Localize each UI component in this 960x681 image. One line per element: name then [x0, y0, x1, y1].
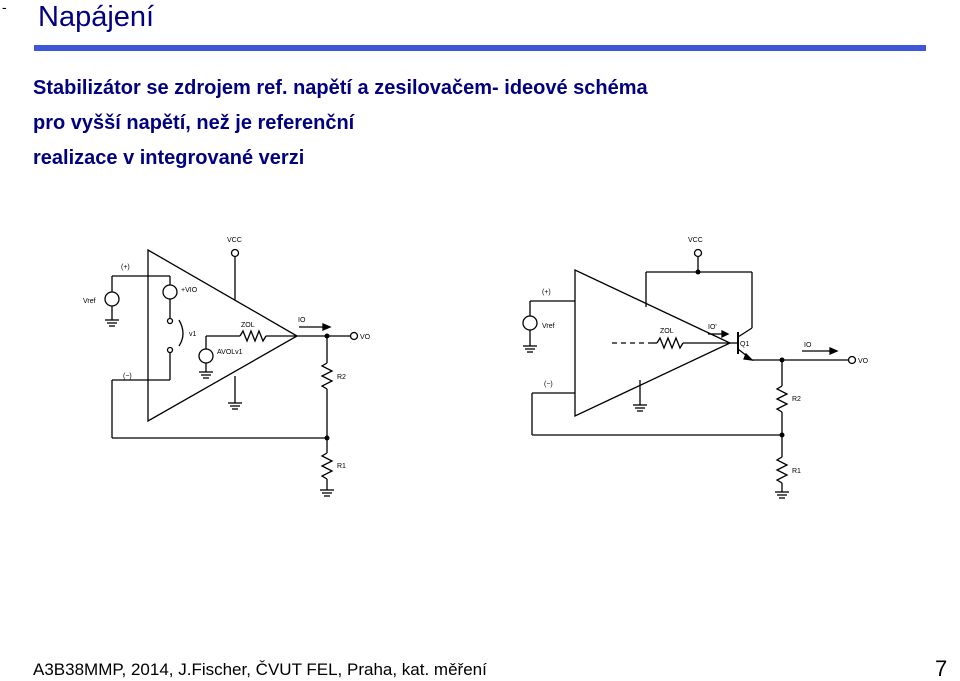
v1-label: v1 [189, 331, 197, 338]
slide-marker: - [2, 0, 7, 15]
r1-label: R1 [792, 468, 801, 475]
minus-input-label: (−) [544, 381, 553, 388]
avol-label: AVOLv1 [217, 349, 243, 356]
r2-resistor [322, 363, 332, 389]
vcc-label: VCC [688, 237, 703, 244]
slide-footer: A3B38MMP, 2014, J.Fischer, ČVUT FEL, Praha, kat. měření [33, 660, 487, 679]
vcc-label: VCC [227, 237, 242, 244]
io-label: IO [298, 317, 306, 324]
zol-label: ZOL [660, 328, 674, 335]
vref-label: Vref [542, 323, 555, 330]
vref-label: Vref [83, 298, 96, 305]
zol-label: ZOL [241, 322, 255, 329]
r1-resistor [322, 453, 332, 479]
vo-label: VO [360, 334, 371, 341]
body-line-2: pro vyšší napětí, než je referenční [33, 112, 355, 134]
vref-source-symbol [523, 316, 537, 330]
r2-resistor [777, 386, 787, 412]
integrated-regulator-schematic [512, 230, 884, 515]
body-line-3: realizace v integrované verzi [33, 147, 305, 169]
avol-source-symbol [199, 349, 213, 363]
r2-label: R2 [337, 374, 346, 381]
vio-source-symbol [163, 285, 177, 299]
r1-label: R1 [337, 463, 346, 470]
vio-label: +VIO [181, 287, 198, 294]
zol-resistor [657, 338, 683, 348]
minus-input-label: (−) [123, 373, 132, 380]
page-number: 7 [935, 656, 948, 681]
slide-title: Napájení [38, 1, 155, 33]
io-label: IO [804, 342, 812, 349]
r1-resistor [777, 457, 787, 483]
plus-input-label: (+) [542, 289, 551, 296]
plus-input-label: (+) [121, 264, 130, 271]
zol-resistor [240, 331, 266, 341]
io-prime-label: IO' [708, 324, 717, 331]
vo-label: VO [858, 358, 869, 365]
body-line-1: Stabilizátor se zdrojem ref. napětí a zesilovačem- ideové schéma [33, 77, 648, 99]
vref-source-symbol [105, 292, 119, 306]
r2-label: R2 [792, 396, 801, 403]
title-underline [34, 45, 926, 51]
q1-label: Q1 [740, 341, 750, 348]
ideal-amplifier-schematic [75, 228, 395, 513]
